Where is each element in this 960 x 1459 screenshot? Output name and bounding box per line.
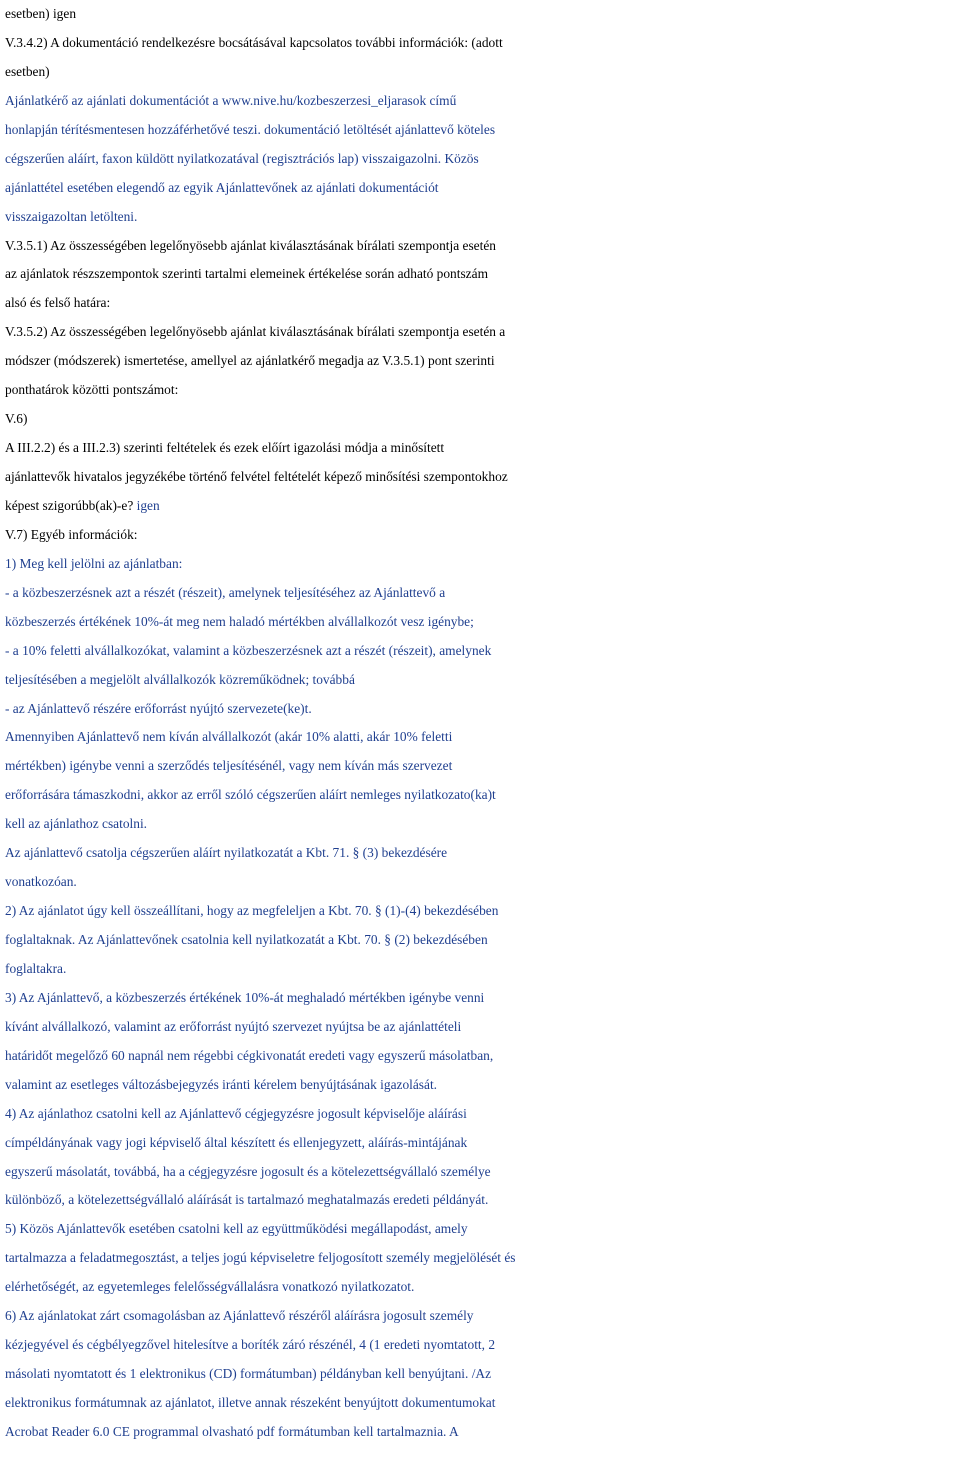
answer-text: elérhetőségét, az egyetemleges felelősségvállalásra vonatkozó nyilatkozatot. bbox=[5, 1279, 415, 1295]
text-line bbox=[5, 0, 960, 29]
text-line bbox=[5, 637, 960, 666]
text-line bbox=[5, 1158, 960, 1187]
answer-text: kézjegyével és cégbélyegzővel hitelesítve a boríték záró részénél, 4 (1 eredeti nyomtatott, 2 bbox=[5, 1337, 496, 1353]
text-line bbox=[5, 579, 960, 608]
answer-text: foglaltaknak. Az Ajánlattevőnek csatolnia kell nyilatkozatát a Kbt. 70. § (2) bekezdésében bbox=[5, 932, 488, 947]
text-line bbox=[5, 174, 960, 203]
answer-text: címpéldányának vagy jogi képviselő által készített és ellenjegyzett, aláírás-mintájának bbox=[5, 1134, 468, 1150]
text-line bbox=[5, 926, 960, 955]
text-line bbox=[5, 145, 960, 174]
field-label-text: az ajánlatok részszempontok szerinti tartalmi elemeinek értékelése során adható pontszám bbox=[5, 266, 488, 282]
field-label-text: képest szigorúbb(ak)-e? bbox=[5, 497, 137, 513]
answer-text: kell az ajánlathoz csatolni. bbox=[5, 816, 148, 832]
text-line bbox=[5, 463, 960, 492]
text-line bbox=[5, 839, 960, 868]
answer-text: másolati nyomtatott és 1 elektronikus (CD) formátumban) példányban kell benyújtani. /Az bbox=[5, 1366, 492, 1382]
answer-text: visszaigazoltan letölteni. bbox=[5, 208, 138, 224]
answer-text: 4) Az ajánlathoz csatolni kell az Ajánlattevő cégjegyzésre jogosult képviselője aláírási bbox=[5, 1105, 467, 1121]
document-page bbox=[5, 0, 960, 1447]
text-line bbox=[5, 1273, 960, 1302]
text-line bbox=[5, 29, 960, 58]
answer-text: - az Ajánlattevő részére erőforrást nyújtó szervezete(ke)t. bbox=[5, 700, 312, 716]
text-line bbox=[5, 781, 960, 810]
text-line bbox=[5, 376, 960, 405]
answer-text: különböző, a kötelezettségvállaló aláírását is tartalmazó meghatalmazás eredeti példányát. bbox=[5, 1192, 489, 1208]
answer-text: Acrobat Reader 6.0 CE programmal olvasható pdf formátumban kell tartalmaznia. A bbox=[5, 1423, 459, 1439]
text-line bbox=[5, 695, 960, 724]
text-line bbox=[5, 434, 960, 463]
field-label-text: V.6) bbox=[5, 411, 28, 427]
text-line bbox=[5, 1418, 960, 1447]
text-line bbox=[5, 550, 960, 579]
answer-text: honlapján térítésmentesen hozzáférhetővé teszi. dokumentáció letöltését ajánlattevő köteles bbox=[5, 121, 496, 137]
answer-text: valamint az esetleges változásbejegyzés iránti kérelem benyújtásának igazolását. bbox=[5, 1076, 438, 1092]
answer-text: vonatkozóan. bbox=[5, 874, 77, 890]
answer-text: Az ajánlattevő csatolja cégszerűen aláírt nyilatkozatát a Kbt. 71. § (3) bekezdésére bbox=[5, 845, 448, 861]
text-line bbox=[5, 723, 960, 752]
text-line bbox=[5, 1100, 960, 1129]
text-line bbox=[5, 1013, 960, 1042]
field-label-text: módszer (módszerek) ismertetése, amellyel az ajánlatkérő megadja az V.3.5.1) pont szerinti bbox=[5, 353, 495, 369]
text-line bbox=[5, 521, 960, 550]
text-line bbox=[5, 752, 960, 781]
field-label-text: esetben) igen bbox=[5, 6, 77, 21]
answer-text: 3) Az Ajánlattevő, a közbeszerzés értékének 10%-át meghaladó mértékben igénybe venni bbox=[5, 989, 485, 1005]
field-label-text: ponthatárok közötti pontszámot: bbox=[5, 382, 179, 398]
text-line bbox=[5, 232, 960, 261]
text-line bbox=[5, 608, 960, 637]
answer-text: kívánt alvállalkozó, valamint az erőforrást nyújtó szervezet nyújtsa be az ajánlattételi bbox=[5, 1018, 462, 1034]
text-line bbox=[5, 116, 960, 145]
answer-text: foglaltakra. bbox=[5, 960, 67, 976]
text-line bbox=[5, 1071, 960, 1100]
answer-text: elektronikus formátumnak az ajánlatot, illetve annak részeként benyújtott dokumentumokat bbox=[5, 1395, 496, 1410]
text-line bbox=[5, 492, 960, 521]
answer-text: egyszerű másolatát, továbbá, ha a cégjegyzésre jogosult és a kötelezettségvállaló személye bbox=[5, 1163, 491, 1179]
answer-text: közbeszerzés értékének 10%-át meg nem haladó mértékben alvállalkozót vesz igénybe; bbox=[5, 613, 474, 629]
field-label-text: V.7) Egyéb információk: bbox=[5, 526, 138, 542]
answer-text: Ajánlatkérő az ajánlati dokumentációt a www.nive.hu/kozbeszerzesi_eljarasok című bbox=[5, 92, 457, 108]
text-line bbox=[5, 347, 960, 376]
text-line bbox=[5, 1360, 960, 1389]
text-line bbox=[5, 1129, 960, 1158]
text-line bbox=[5, 955, 960, 984]
text-line bbox=[5, 318, 960, 347]
text-line bbox=[5, 58, 960, 87]
answer-text: igen bbox=[136, 497, 160, 513]
answer-text: Amennyiben Ajánlattevő nem kíván alvállalkozót (akár 10% alatti, akár 10% feletti bbox=[5, 729, 453, 745]
text-line bbox=[5, 1389, 960, 1418]
text-line bbox=[5, 1244, 960, 1273]
field-label-text: ajánlattevők hivatalos jegyzékébe történő felvétel feltételét képező minősítési szempontokhoz bbox=[5, 469, 508, 484]
text-line bbox=[5, 810, 960, 839]
text-line bbox=[5, 1302, 960, 1331]
answer-text: cégszerűen aláírt, faxon küldött nyilatkozatával (regisztrációs lap) visszaigazolni. Közös bbox=[5, 150, 479, 166]
answer-text: tartalmazza a feladatmegosztást, a teljes jogú képviseletre feljogosított személy megjelölését és bbox=[5, 1250, 516, 1266]
field-label-text: esetben) bbox=[5, 63, 50, 79]
text-line bbox=[5, 87, 960, 116]
answer-text: ajánlattétel esetében elegendő az egyik Ajánlattevőnek az ajánlati dokumentációt bbox=[5, 179, 439, 195]
text-line bbox=[5, 1215, 960, 1244]
text-line bbox=[5, 1042, 960, 1071]
answer-text: 1) Meg kell jelölni az ajánlatban: bbox=[5, 555, 183, 571]
field-label-text: V.3.4.2) A dokumentáció rendelkezésre bocsátásával kapcsolatos további információk: (adott bbox=[5, 34, 503, 50]
answer-text: - a 10% feletti alvállalkozókat, valamint a közbeszerzésnek azt a részét (részeit), amelynek bbox=[5, 642, 492, 658]
answer-text: 2) Az ajánlatot úgy kell összeállítani, hogy az megfeleljen a Kbt. 70. § (1)-(4) bekezdésében bbox=[5, 903, 499, 919]
text-line bbox=[5, 666, 960, 695]
field-label-text: A III.2.2) és a III.2.3) szerinti feltételek és ezek előírt igazolási módja a minősített bbox=[5, 440, 445, 456]
answer-text: erőforrására támaszkodni, akkor az erről szóló cégszerűen aláírt nemleges nyilatkozato(ka)t bbox=[5, 787, 496, 803]
answer-text: - a közbeszerzésnek azt a részét (részeit), amelynek teljesítéséhez az Ajánlattevő a bbox=[5, 584, 446, 600]
text-line bbox=[5, 1331, 960, 1360]
answer-text: határidőt megelőző 60 napnál nem régebbi cégkivonatát eredeti vagy egyszerű másolatban, bbox=[5, 1047, 494, 1063]
text-line bbox=[5, 984, 960, 1013]
text-line bbox=[5, 868, 960, 897]
text-line bbox=[5, 289, 960, 318]
text-line bbox=[5, 1186, 960, 1215]
field-label-text: V.3.5.2) Az összességében legelőnyösebb ajánlat kiválasztásának bírálati szempontja esetén a bbox=[5, 324, 506, 340]
field-label-text: alsó és felső határa: bbox=[5, 295, 111, 311]
text-line bbox=[5, 260, 960, 289]
text-line bbox=[5, 897, 960, 926]
field-label-text: V.3.5.1) Az összességében legelőnyösebb ajánlat kiválasztásának bírálati szempontja esetén bbox=[5, 237, 496, 253]
text-line bbox=[5, 405, 960, 434]
text-line bbox=[5, 203, 960, 232]
answer-text: teljesítésében a megjelölt alvállalkozók közreműködnek; továbbá bbox=[5, 671, 355, 687]
answer-text: mértékben) igénybe venni a szerződés teljesítésénél, vagy nem kíván más szervezet bbox=[5, 758, 453, 774]
answer-text: 5) Közös Ajánlattevők esetében csatolni kell az együttműködési megállapodást, amely bbox=[5, 1221, 468, 1237]
answer-text: 6) Az ajánlatokat zárt csomagolásban az Ajánlattevő részéről aláírásra jogosult személy bbox=[5, 1308, 474, 1324]
